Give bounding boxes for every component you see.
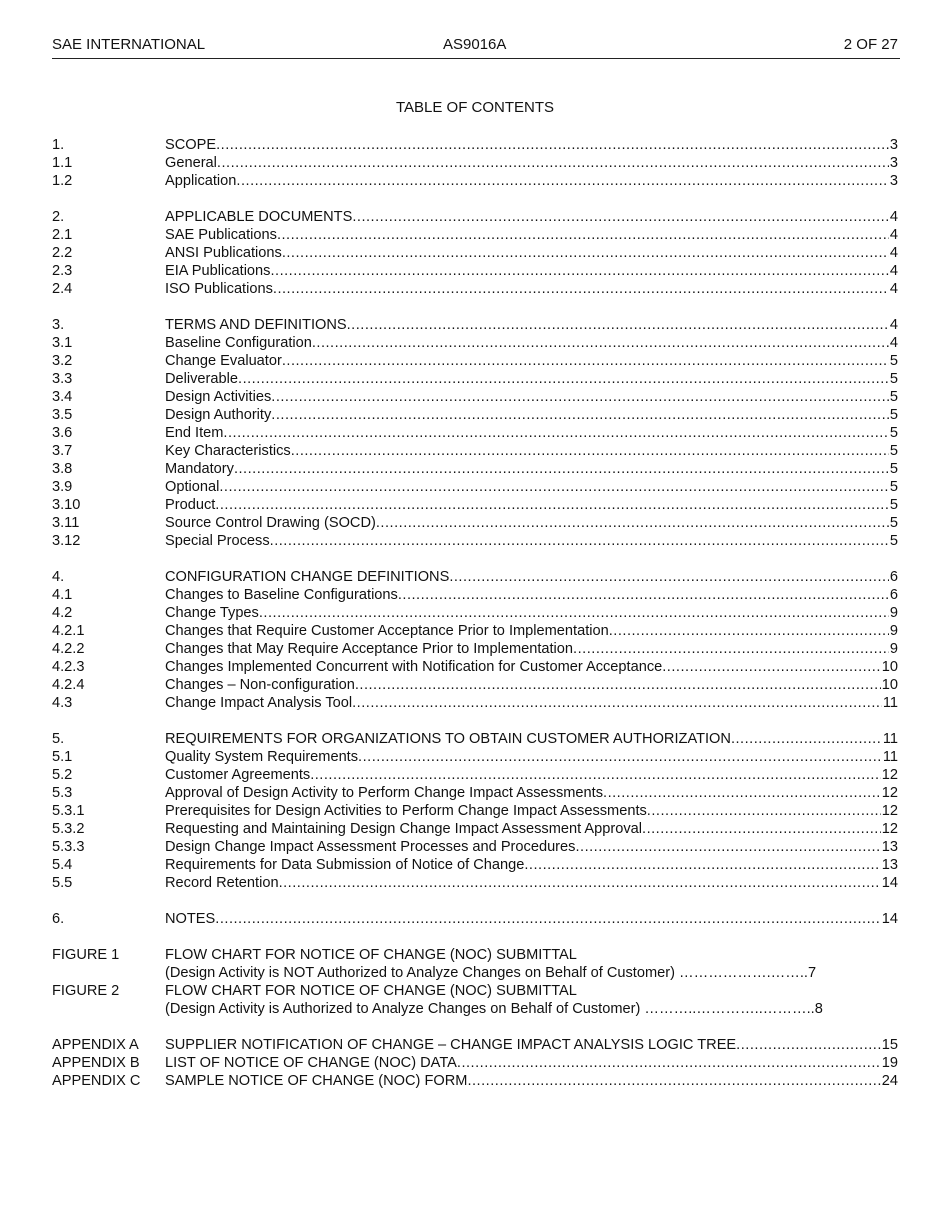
entry-page: 11 <box>882 731 898 747</box>
figure-subtitle-body <box>165 1000 898 1018</box>
dot-leader <box>310 766 881 784</box>
entry-number: APPENDIX C <box>52 1073 141 1089</box>
toc-entry[interactable] <box>52 802 898 820</box>
entry-title: NOTES <box>165 911 216 927</box>
entry-title: Baseline Configuration <box>165 335 312 351</box>
dot-leader <box>271 406 889 424</box>
entry-body <box>165 334 898 352</box>
entry-body <box>165 316 898 334</box>
entry-body <box>165 694 898 712</box>
entry-body <box>165 586 898 604</box>
entry-title: SAMPLE NOTICE OF CHANGE (NOC) FORM <box>165 1073 468 1089</box>
entry-number: 4.2.2 <box>52 641 85 657</box>
entry-body <box>165 838 898 856</box>
dot-leader: ……………….…….. <box>679 965 808 981</box>
entry-page: 13 <box>881 839 898 855</box>
entry-body <box>165 910 898 928</box>
entry-body <box>165 748 898 766</box>
entry-page: 9 <box>889 605 898 621</box>
figure-number: FIGURE 2 <box>52 983 120 999</box>
entry-title: APPLICABLE DOCUMENTS <box>165 209 353 225</box>
entry-number: 3.1 <box>52 335 73 351</box>
entry-number: 5.1 <box>52 749 73 765</box>
toc-entry[interactable] <box>52 388 898 406</box>
entry-body <box>165 460 898 478</box>
entry-title: Key Characteristics <box>165 443 291 459</box>
dot-leader <box>215 496 889 514</box>
entry-number: APPENDIX B <box>52 1055 140 1071</box>
entry-page: 5 <box>889 461 898 477</box>
dot-leader <box>270 532 889 550</box>
figure-page: 8 <box>814 1001 823 1017</box>
dot-leader <box>603 784 881 802</box>
entry-number: 4.3 <box>52 695 73 711</box>
toc-entry[interactable] <box>52 658 898 676</box>
entry-number: 5.3.2 <box>52 821 85 837</box>
figure-page: 7 <box>807 965 817 981</box>
toc-entry[interactable] <box>52 172 898 190</box>
entry-body <box>165 370 898 388</box>
entry-page: 5 <box>889 479 898 495</box>
dot-leader <box>273 280 889 298</box>
dot-leader <box>347 316 889 334</box>
entry-number: 4.1 <box>52 587 73 603</box>
figure-subtitle-body <box>165 964 898 982</box>
toc-entry[interactable] <box>52 244 898 262</box>
entry-title: Product <box>165 497 216 513</box>
entry-body <box>165 820 898 838</box>
dot-leader <box>215 910 880 928</box>
entry-number: 3.11 <box>52 515 80 531</box>
entry-title: Design Authority <box>165 407 272 423</box>
entry-body <box>165 1072 898 1090</box>
entry-body <box>165 442 898 460</box>
entry-title: General <box>165 155 217 171</box>
entry-page: 4 <box>889 281 898 297</box>
toc-entry[interactable] <box>52 838 898 856</box>
dot-leader <box>291 442 889 460</box>
entry-page: 11 <box>882 695 898 711</box>
entry-page: 12 <box>881 803 898 819</box>
entry-title: Change Impact Analysis Tool <box>165 695 353 711</box>
entry-page: 4 <box>889 317 898 333</box>
entry-body <box>165 226 898 244</box>
entry-title: Requesting and Maintaining Design Change Impact Assessment Approval <box>165 821 643 837</box>
entry-page: 4 <box>889 209 898 225</box>
entry-body <box>165 658 898 676</box>
entry-page: 12 <box>881 767 898 783</box>
entry-page: 5 <box>889 353 898 369</box>
figure-subtitle: (Design Activity is NOT Authorized to Analyze Changes on Behalf of Customer) <box>165 965 675 981</box>
entry-number: 2.3 <box>52 263 73 279</box>
entry-title: Special Process <box>165 533 270 549</box>
entry-body <box>165 640 898 658</box>
entry-body <box>165 424 898 442</box>
entry-title: Design Activities <box>165 389 272 405</box>
dot-leader <box>467 1072 880 1090</box>
dot-leader <box>219 478 889 496</box>
entry-body <box>165 136 898 154</box>
entry-body <box>165 262 898 280</box>
entry-page: 12 <box>881 821 898 837</box>
dot-leader <box>279 874 881 892</box>
entry-number: APPENDIX A <box>52 1037 139 1053</box>
entry-body <box>165 856 898 874</box>
entry-number: 1.2 <box>52 173 73 189</box>
figure-title: FLOW CHART FOR NOTICE OF CHANGE (NOC) SUBMITTAL <box>165 947 577 963</box>
section-spacer <box>52 190 898 208</box>
entry-body <box>165 406 898 424</box>
entry-body <box>165 1036 898 1054</box>
entry-number: 5.3 <box>52 785 73 801</box>
entry-body <box>165 766 898 784</box>
appendix-entry[interactable] <box>52 1072 898 1090</box>
toc-entry[interactable] <box>52 622 898 640</box>
entry-number: 3.3 <box>52 371 73 387</box>
dot-leader <box>573 640 889 658</box>
entry-title: TERMS AND DEFINITIONS <box>165 317 347 333</box>
toc-entry[interactable] <box>52 604 898 622</box>
table-of-contents <box>52 136 898 1090</box>
entry-title: Change Types <box>165 605 259 621</box>
entry-page: 3 <box>889 155 898 171</box>
entry-number: 5.5 <box>52 875 73 891</box>
dot-leader <box>259 604 889 622</box>
entry-title: Optional <box>165 479 220 495</box>
figure-number: FIGURE 1 <box>52 947 120 963</box>
entry-page: 5 <box>889 515 898 531</box>
entry-body <box>165 730 898 748</box>
toc-entry[interactable] <box>52 568 898 586</box>
entry-page: 5 <box>889 425 898 441</box>
toc-entry[interactable] <box>52 514 898 532</box>
entry-body <box>165 802 898 820</box>
toc-entry[interactable] <box>52 730 898 748</box>
toc-entry[interactable] <box>52 334 898 352</box>
entry-title: Customer Agreements <box>165 767 311 783</box>
entry-body <box>165 1054 898 1072</box>
entry-page: 19 <box>881 1055 898 1071</box>
dot-leader <box>575 838 880 856</box>
entry-number: 2.2 <box>52 245 73 261</box>
entry-number: 3.8 <box>52 461 73 477</box>
dot-leader <box>398 586 889 604</box>
entry-number: 5.3.3 <box>52 839 85 855</box>
entry-body <box>165 154 898 172</box>
entry-title: SUPPLIER NOTIFICATION OF CHANGE – CHANGE IMPACT ANALYSIS LOGIC TREE <box>165 1037 737 1053</box>
entry-body <box>165 676 898 694</box>
entry-number: 1. <box>52 137 65 153</box>
entry-page: 24 <box>881 1073 898 1089</box>
figure-entry-subtitle[interactable] <box>52 964 898 982</box>
dot-leader <box>355 676 881 694</box>
entry-number: 5. <box>52 731 65 747</box>
entry-title: Changes that Require Customer Acceptance Prior to Implementation <box>165 623 609 639</box>
entry-title: End Item <box>165 425 224 441</box>
dot-leader <box>236 172 888 190</box>
entry-page: 4 <box>889 227 898 243</box>
toc-entry[interactable] <box>52 820 898 838</box>
entry-page: 13 <box>881 857 898 873</box>
entry-number: 1.1 <box>52 155 73 171</box>
entry-title: Design Change Impact Assessment Processes and Procedures <box>165 839 576 855</box>
toc-entry[interactable] <box>52 586 898 604</box>
entry-page: 5 <box>889 371 898 387</box>
entry-number: 3.12 <box>52 533 81 549</box>
toc-entry[interactable] <box>52 370 898 388</box>
entry-title: ISO Publications <box>165 281 273 297</box>
entry-number: 5.2 <box>52 767 73 783</box>
toc-entry[interactable] <box>52 208 898 226</box>
appendix-entry[interactable] <box>52 1054 898 1072</box>
entry-page: 4 <box>889 335 898 351</box>
section-spacer <box>52 298 898 316</box>
entry-number: 3.5 <box>52 407 73 423</box>
entry-number: 2.1 <box>52 227 73 243</box>
toc-entry[interactable] <box>52 640 898 658</box>
dot-leader <box>731 730 882 748</box>
entry-title: Changes – Non-configuration <box>165 677 355 693</box>
entry-body <box>165 244 898 262</box>
entry-number: 5.3.1 <box>52 803 85 819</box>
dot-leader <box>524 856 880 874</box>
entry-title: Changes to Baseline Configurations <box>165 587 398 603</box>
dot-leader <box>376 514 889 532</box>
entry-number: 4.2.3 <box>52 659 85 675</box>
entry-title: Change Evaluator <box>165 353 282 369</box>
toc-entry[interactable] <box>52 316 898 334</box>
dot-leader <box>234 460 889 478</box>
entry-page: 11 <box>882 749 898 765</box>
entry-page: 5 <box>889 407 898 423</box>
entry-number: 6. <box>52 911 65 927</box>
entry-number: 4.2 <box>52 605 73 621</box>
entry-title: SCOPE <box>165 137 217 153</box>
toc-title: TABLE OF CONTENTS <box>395 99 555 116</box>
entry-title: Quality System Requirements <box>165 749 359 765</box>
dot-leader <box>642 820 881 838</box>
entry-title: Approval of Design Activity to Perform Change Impact Assessments <box>165 785 604 801</box>
entry-number: 2. <box>52 209 65 225</box>
toc-entry[interactable] <box>52 478 898 496</box>
entry-page: 14 <box>881 875 898 891</box>
dot-leader: ………..…………..……….. <box>644 1001 815 1017</box>
entry-page: 6 <box>889 569 898 585</box>
figure-entry[interactable] <box>52 946 898 964</box>
entry-number: 3.10 <box>52 497 81 513</box>
dot-leader <box>449 568 889 586</box>
toc-entry[interactable] <box>52 136 898 154</box>
entry-body <box>165 604 898 622</box>
dot-leader <box>358 748 882 766</box>
entry-body <box>165 388 898 406</box>
entry-number: 4. <box>52 569 65 585</box>
toc-entry[interactable] <box>52 748 898 766</box>
figure-number-spacer <box>52 1000 165 1018</box>
entry-number: 4.2.4 <box>52 677 85 693</box>
entry-page: 12 <box>881 785 898 801</box>
dot-leader <box>282 244 889 262</box>
entry-page: 15 <box>881 1037 898 1053</box>
figure-subtitle: (Design Activity is Authorized to Analyze Changes on Behalf of Customer) <box>165 1001 641 1017</box>
toc-entry[interactable] <box>52 352 898 370</box>
entry-page: 5 <box>889 443 898 459</box>
entry-page: 10 <box>881 659 898 675</box>
header-document-number: AS9016A <box>443 36 507 53</box>
section-spacer <box>52 892 898 910</box>
entry-body <box>165 208 898 226</box>
toc-entry[interactable] <box>52 496 898 514</box>
figure-title: FLOW CHART FOR NOTICE OF CHANGE (NOC) SUBMITTAL <box>165 983 577 999</box>
toc-entry[interactable] <box>52 856 898 874</box>
entry-number: 3.6 <box>52 425 73 441</box>
entry-page: 14 <box>881 911 898 927</box>
dot-leader <box>271 388 889 406</box>
header-organization: SAE INTERNATIONAL <box>52 36 206 53</box>
toc-entry[interactable] <box>52 424 898 442</box>
entry-body <box>165 352 898 370</box>
entry-title: Source Control Drawing (SOCD) <box>165 515 376 531</box>
entry-page: 6 <box>889 587 898 603</box>
entry-body <box>165 172 898 190</box>
toc-entry[interactable] <box>52 784 898 802</box>
figure-entry-subtitle[interactable] <box>52 1000 898 1018</box>
entry-page: 5 <box>889 389 898 405</box>
dot-leader <box>216 136 889 154</box>
entry-body <box>165 496 898 514</box>
entry-title: Changes Implemented Concurrent with Notification for Customer Acceptance <box>165 659 663 675</box>
entry-page: 9 <box>889 641 898 657</box>
header-page-number: 2 OF 27 <box>843 36 898 53</box>
entry-body <box>165 514 898 532</box>
entry-title: ANSI Publications <box>165 245 282 261</box>
entry-title: LIST OF NOTICE OF CHANGE (NOC) DATA <box>165 1055 457 1071</box>
dot-leader <box>238 370 889 388</box>
entry-title: Requirements for Data Submission of Notice of Change <box>165 857 525 873</box>
section-spacer <box>52 550 898 568</box>
entry-title: Prerequisites for Design Activities to Perform Change Impact Assessments <box>165 803 647 819</box>
entry-title: Record Retention <box>165 875 279 891</box>
entry-number: 4.2.1 <box>52 623 85 639</box>
entry-body <box>165 280 898 298</box>
entry-number: 3.2 <box>52 353 73 369</box>
entry-number: 2.4 <box>52 281 73 297</box>
entry-page: 5 <box>889 497 898 513</box>
toc-entry[interactable] <box>52 460 898 478</box>
entry-page: 9 <box>889 623 898 639</box>
dot-leader <box>282 352 889 370</box>
toc-entry[interactable] <box>52 406 898 424</box>
dot-leader <box>277 226 889 244</box>
entry-number: 3.7 <box>52 443 73 459</box>
toc-entry[interactable] <box>52 910 898 928</box>
entry-page: 10 <box>881 677 898 693</box>
entry-title: REQUIREMENTS FOR ORGANIZATIONS TO OBTAIN CUSTOMER AUTHORIZATION <box>165 731 731 747</box>
figure-number-spacer <box>52 964 165 982</box>
entry-body <box>165 478 898 496</box>
section-spacer <box>52 712 898 730</box>
entry-page: 4 <box>889 245 898 261</box>
dot-leader <box>609 622 889 640</box>
page-header <box>52 36 900 59</box>
entry-body <box>165 622 898 640</box>
entry-title: SAE Publications <box>165 227 277 243</box>
entry-page: 3 <box>889 137 898 153</box>
dot-leader <box>217 154 889 172</box>
toc-entry[interactable] <box>52 694 898 712</box>
entry-number: 3. <box>52 317 65 333</box>
toc-entry[interactable] <box>52 226 898 244</box>
toc-entry[interactable] <box>52 442 898 460</box>
dot-leader <box>736 1036 881 1054</box>
section-spacer <box>52 928 898 946</box>
entry-title: Deliverable <box>165 371 239 387</box>
dot-leader <box>352 208 889 226</box>
toc-entry[interactable] <box>52 280 898 298</box>
entry-body <box>165 532 898 550</box>
entry-number: 3.4 <box>52 389 73 405</box>
entry-body <box>165 784 898 802</box>
appendix-entry[interactable] <box>52 1036 898 1054</box>
toc-entry[interactable] <box>52 262 898 280</box>
dot-leader <box>457 1054 881 1072</box>
toc-entry[interactable] <box>52 874 898 892</box>
entry-body <box>165 568 898 586</box>
entry-title: CONFIGURATION CHANGE DEFINITIONS <box>165 569 450 585</box>
entry-title: Mandatory <box>165 461 234 477</box>
dot-leader <box>270 262 888 280</box>
toc-entry[interactable] <box>52 676 898 694</box>
entry-number: 5.4 <box>52 857 73 873</box>
entry-number: 3.9 <box>52 479 73 495</box>
entry-title: Changes that May Require Acceptance Prior to Implementation <box>165 641 574 657</box>
dot-leader <box>647 802 881 820</box>
entry-title: EIA Publications <box>165 263 271 279</box>
dot-leader <box>312 334 889 352</box>
section-spacer <box>52 1018 898 1036</box>
toc-entry[interactable] <box>52 766 898 784</box>
dot-leader <box>223 424 888 442</box>
dot-leader <box>662 658 881 676</box>
entry-page: 3 <box>889 173 898 189</box>
entry-title: Application <box>165 173 237 189</box>
dot-leader <box>352 694 882 712</box>
entry-page: 5 <box>889 533 898 549</box>
entry-page: 4 <box>889 263 898 279</box>
toc-entry[interactable] <box>52 532 898 550</box>
figure-entry[interactable] <box>52 982 898 1000</box>
toc-entry[interactable] <box>52 154 898 172</box>
entry-body <box>165 874 898 892</box>
